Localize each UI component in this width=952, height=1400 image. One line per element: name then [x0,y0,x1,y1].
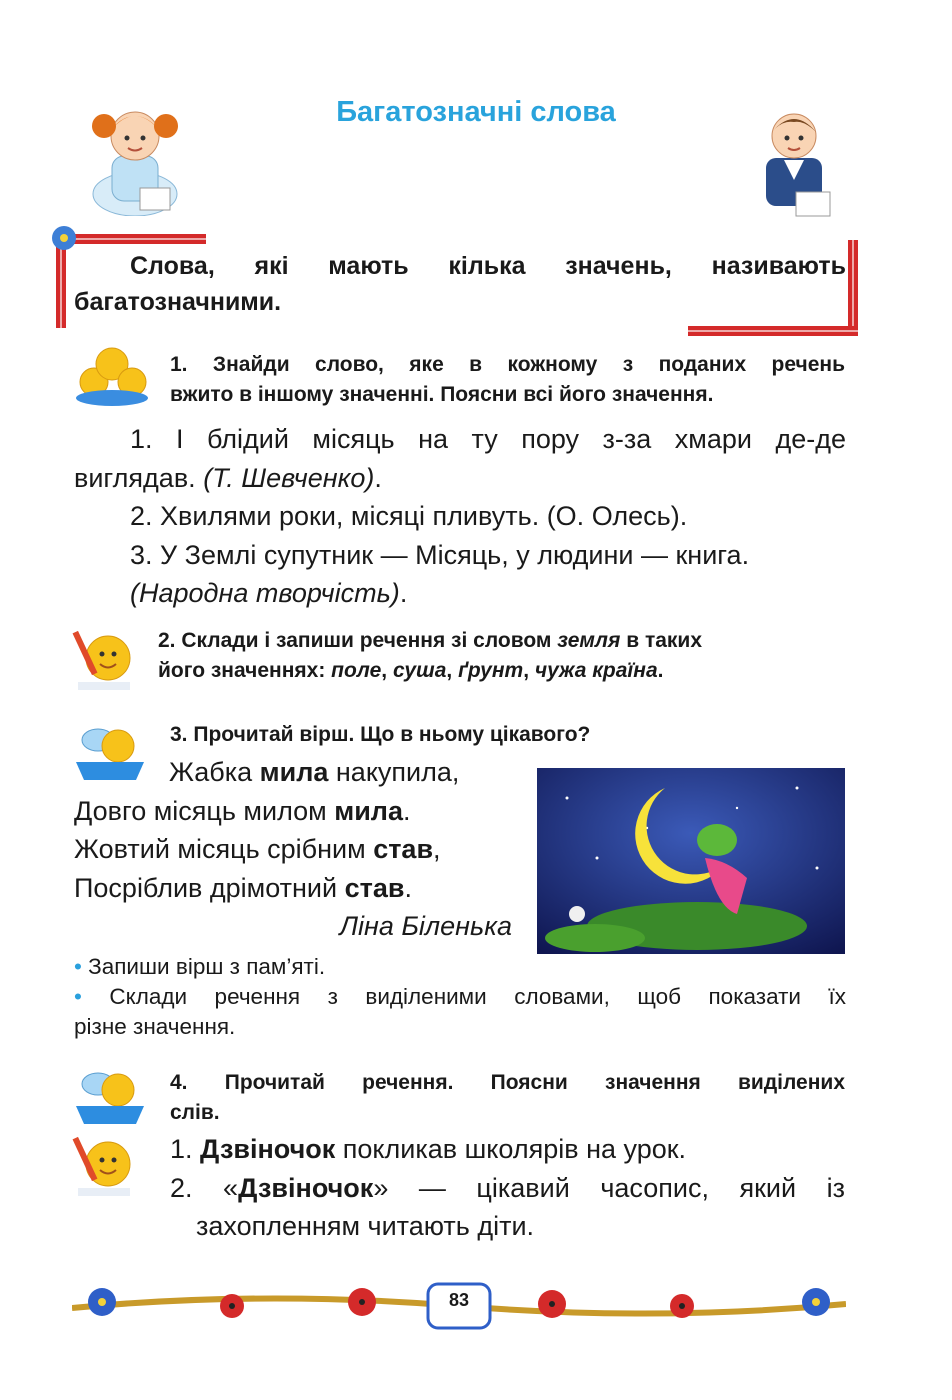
task-1-prompt [170,350,845,410]
poem [74,753,534,946]
task-1-prompt-line-2: вжито в іншому значенні. Поясни всі його значення. [170,383,714,406]
instruction-2: • Склади речення з виділеними словами, щоб показати їх [74,984,846,1009]
task-4-prompt-line-2: слів. [170,1101,220,1124]
poem-line-3: Жовтий місяць срібним став, [74,834,441,864]
reading-smiley-icon-2 [72,1066,148,1126]
writing-smiley-icon [72,624,136,694]
task-4-prompt-line-1: 4. Прочитай речення. Поясни значення виділених [170,1071,845,1094]
task-2-line-1: 2. Склади і запиши речення зі словом земля в таких [158,629,703,652]
task-4-prompt [170,1068,845,1128]
poem-author: Ліна Біленька [339,911,512,941]
sentence-3-source: (Народна творчість). [130,578,408,608]
task-2-prompt [158,626,846,686]
task-1-prompt-line-1: 1. Знайди слово, яке в кожному з поданих речень [170,353,845,376]
girl-illustration [82,96,188,216]
task-3-prompt: 3. Прочитай вірш. Що в ньому цікавого? [170,723,591,746]
sentence-3: 3. У Землі супутник — Місяць, у людини — книга. [130,539,750,570]
page-number: 83 [448,1290,470,1310]
sentence-2: 2. Хвилями роки, місяці пливуть. (О. Олесь). [130,501,688,531]
frog-moon-illustration [537,768,845,954]
rule-line-2: багатозначними. [74,288,282,316]
task-2-line-2: його значеннях: поле, суша, ґрунт, чужа країна. [158,659,664,682]
sentence-1-line-2: виглядав. (Т. Шевченко). [74,462,382,493]
rule-definition [74,248,846,320]
poem-line-2: Довго місяць милом мила. [74,795,411,826]
task-4-sentence-2: 2. «Дзвіночок» — цікавий часопис, який із [170,1172,845,1203]
instruction-2-cont: різне значення. [74,1014,236,1039]
task-4-sentence-1: 1. Дзвіночок покликав школярів на урок. [170,1134,687,1164]
group-work-icon [72,344,152,408]
sentence-1-line-1: 1. І блідий місяць на ту пору з-за хмари де-де [130,424,846,454]
keyword-zemlia: земля [557,629,621,652]
task-4-sentence-2-cont: захопленням читають діти. [196,1211,535,1241]
task-4-sentences [170,1130,845,1246]
instruction-1: • Запиши вірш з пам’яті. [74,954,326,979]
poem-line-1: Жабка мила накупила, [169,757,460,787]
author-shevchenko: (Т. Шевченко) [203,462,375,493]
task-3-instructions [74,952,846,1042]
rule-line-1: Слова, які мають кілька значень, називають [130,252,846,280]
boy-illustration [744,100,844,220]
page-title: Багатозначні слова [336,96,616,128]
task-1-sentences [74,420,846,613]
poem-line-4: Посріблив дрімотний став. [74,872,412,903]
writing-smiley-icon-2 [72,1130,136,1200]
